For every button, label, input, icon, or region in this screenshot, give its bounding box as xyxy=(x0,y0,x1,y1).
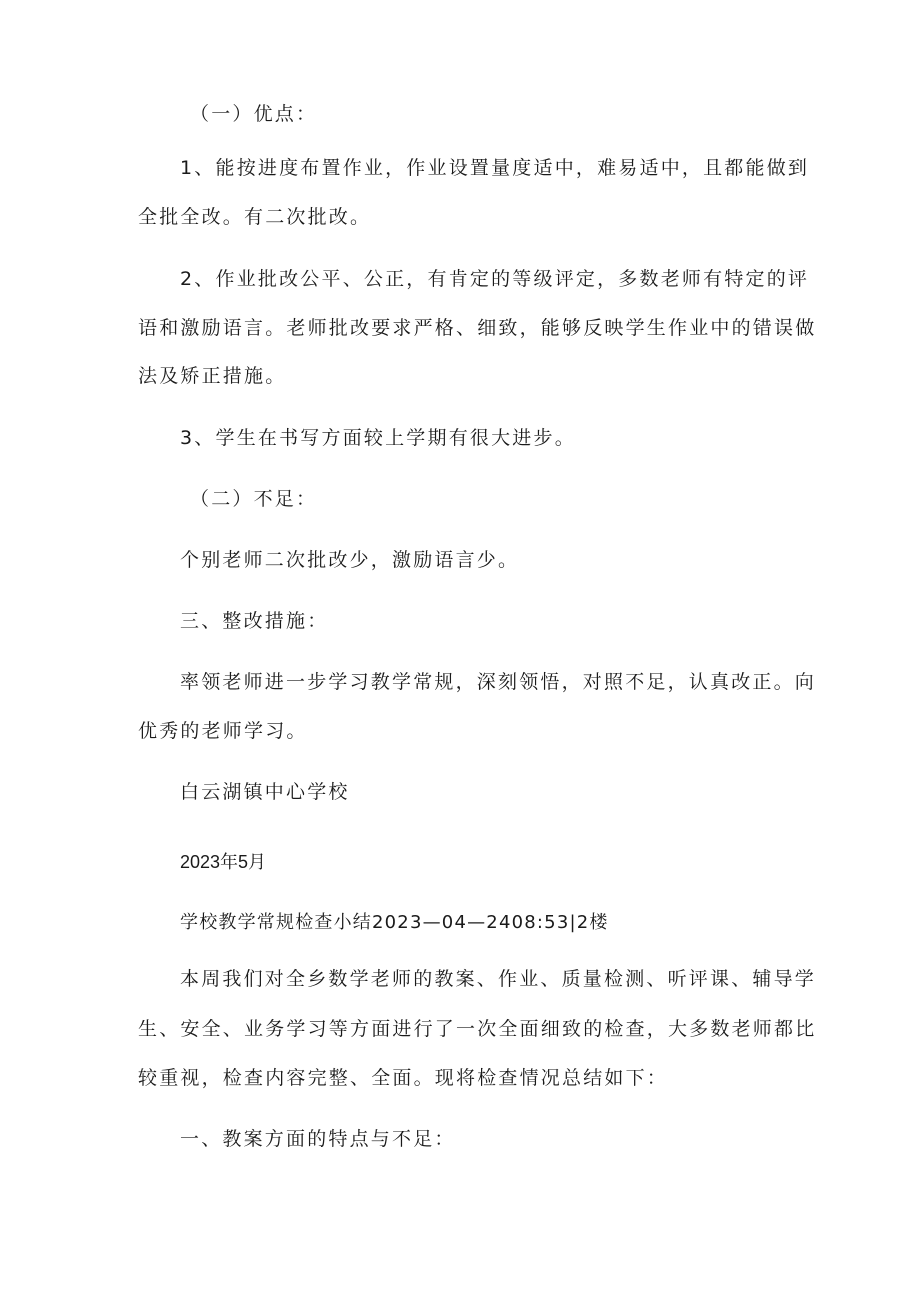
intro-line1: 本周我们对全乡数学老师的教案、作业、质量检测、听评课、辅导学 xyxy=(180,968,817,990)
item1-line2: 全批全改。有二次批改。 xyxy=(138,206,372,228)
signature-school: 白云湖镇中心学校 xyxy=(180,781,350,803)
section-three-heading: 三、整改措施： xyxy=(180,610,329,632)
item2-line2: 语和激励语言。老师批改要求严格、细致，能够反映学生作业中的错误做 xyxy=(138,317,817,339)
intro-line2: 生、安全、业务学习等方面进行了一次全面细致的检查，大多数老师都比 xyxy=(138,1018,817,1040)
measures-line1: 率领老师进一步学习教学常规，深刻领悟，对照不足，认真改正。向 xyxy=(180,671,817,693)
post-title: 学校教学常规检查小结2023—04—2408:53|2楼 xyxy=(180,912,609,933)
item2-line1: 2、作业批改公平、公正，有肯定的等级评定，多数老师有特定的评 xyxy=(180,268,810,290)
item1-line1: 1、能按进度布置作业，作业设置量度适中，难易适中，且都能做到 xyxy=(180,157,810,179)
section-b-heading: （二）不足： xyxy=(190,488,318,510)
section-a-heading: （一）优点： xyxy=(190,103,318,125)
signature-date: 2023年5月 xyxy=(180,852,267,872)
intro-line3: 较重视，检查内容完整、全面。现将检查情况总结如下： xyxy=(138,1067,669,1089)
item3-line1: 3、学生在书写方面较上学期有很大进步。 xyxy=(180,427,576,449)
section-one-heading: 一、教案方面的特点与不足： xyxy=(180,1128,456,1150)
shortcoming-line1: 个别老师二次批改少，激励语言少。 xyxy=(180,549,520,571)
measures-line2: 优秀的老师学习。 xyxy=(138,720,308,742)
item2-line3: 法及矫正措施。 xyxy=(138,365,287,387)
